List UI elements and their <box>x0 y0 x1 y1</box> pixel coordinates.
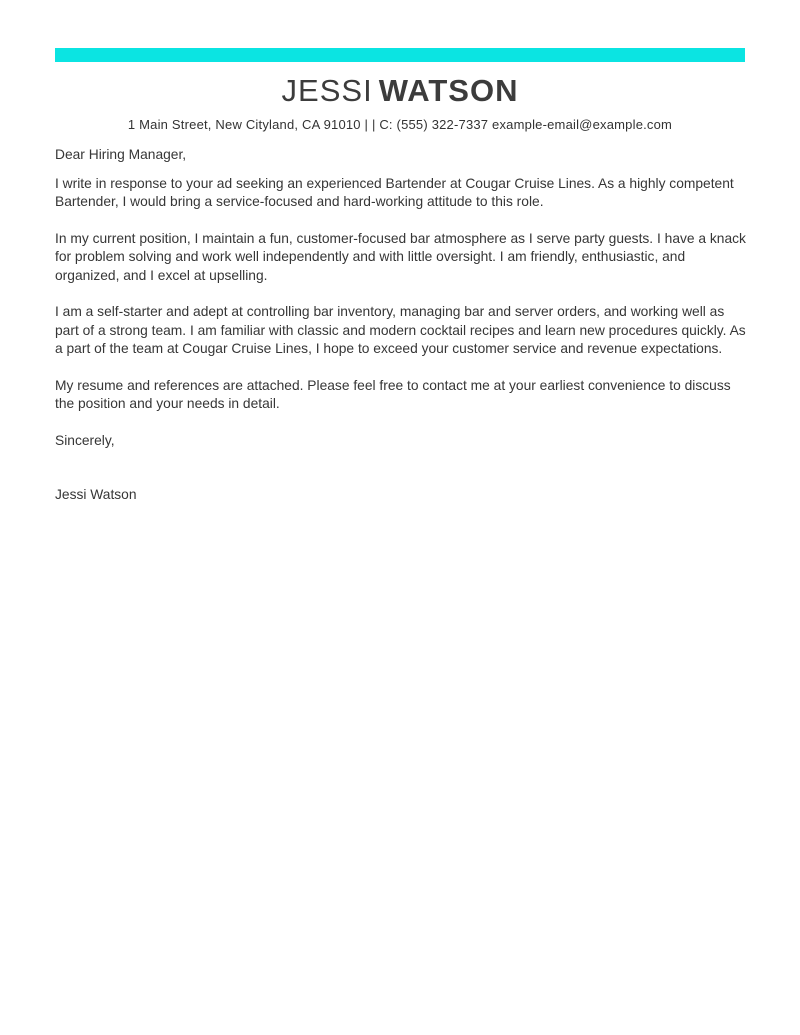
accent-bar <box>55 48 745 62</box>
contact-line: 1 Main Street, New Cityland, CA 91010 | | C: (555) 322-7337 example-email@example.com <box>127 117 673 133</box>
body-paragraph-1: I write in response to your ad seeking an experienced Bartender at Cougar Cruise Lines. As a highly competent Bartender, I would bring a service-focused and hard-working attitude to this role. <box>55 175 734 209</box>
body-paragraph-2: In my current position, I maintain a fun, customer-focused bar atmosphere as I serve party guests. I have a knack for problem solving and work well independently and with little oversight. I am friendly, enthusiastic, and organized, and I excel at upselling. <box>55 230 746 283</box>
body-paragraph-3: I am a self-starter and adept at controlling bar inventory, managing bar and server orders, and working well as part of a strong team. I am familiar with classic and modern cocktail recipes and learn new procedures quickly. As a part of the team at Cougar Cruise Lines, I hope to exceed your customer service and revenue expectations. <box>55 304 746 356</box>
salutation: Dear Hiring Manager, <box>55 147 187 162</box>
body-paragraph-4: My resume and references are attached. Please feel free to contact me at your earliest convenience to discuss the position and your needs in detail. <box>55 377 731 411</box>
letter-header <box>0 74 800 132</box>
applicant-first-name: JESSI <box>281 73 373 108</box>
letter-body <box>55 146 748 505</box>
signature: Jessi Watson <box>55 487 137 502</box>
applicant-last-name: WATSON <box>378 73 519 108</box>
applicant-name <box>0 74 800 108</box>
closing: Sincerely, <box>55 432 115 448</box>
